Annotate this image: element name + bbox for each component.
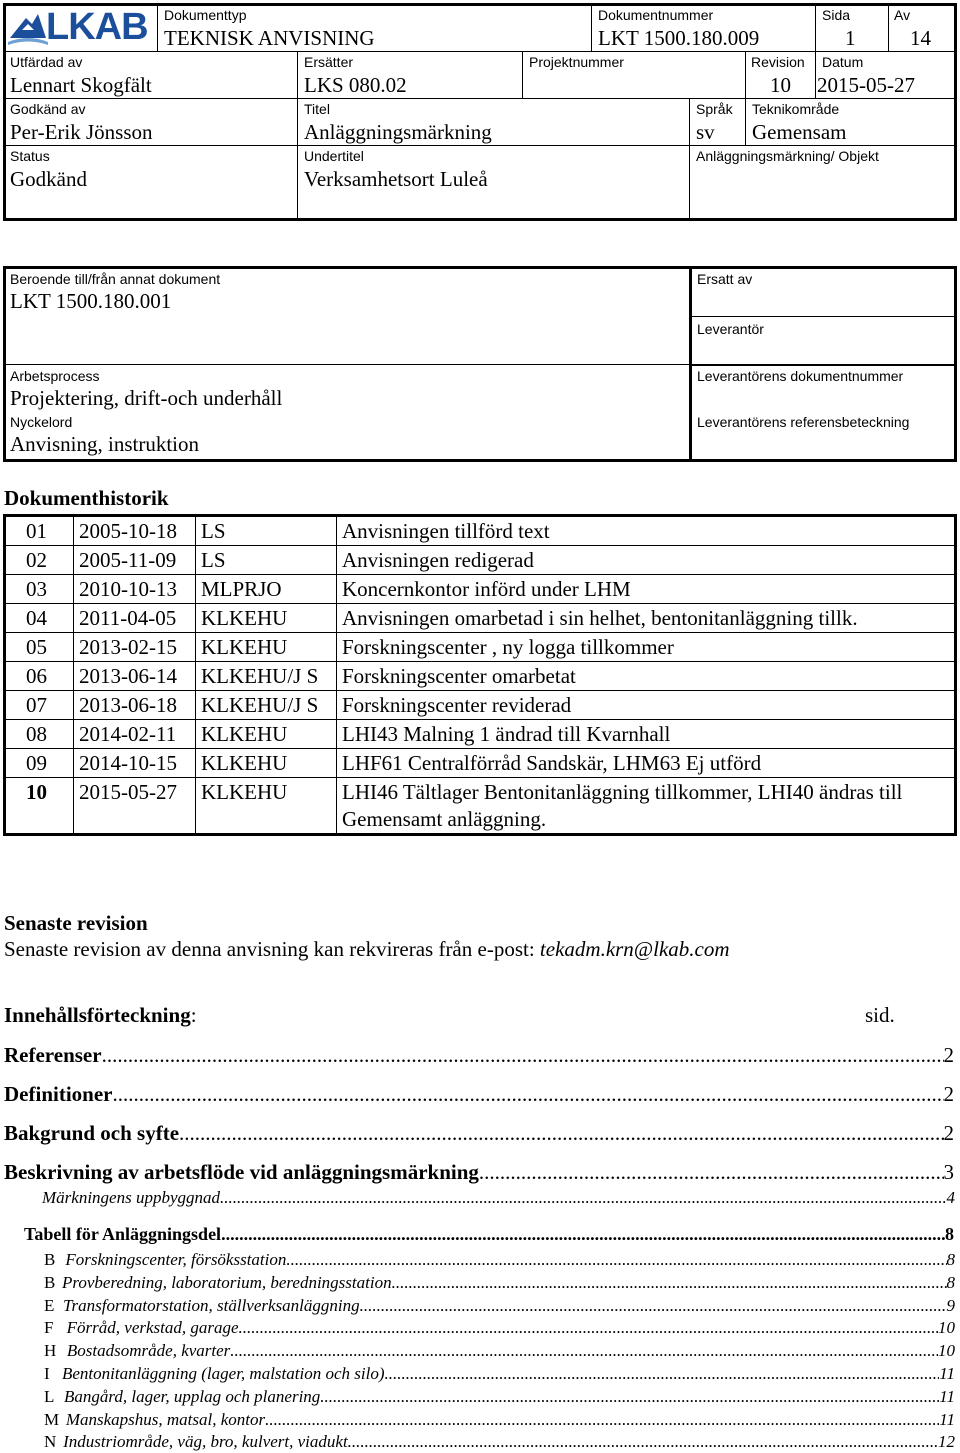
toc-subentry[interactable]	[44, 1341, 955, 1361]
toc-leader	[320, 1387, 939, 1407]
toc-subentry[interactable]	[44, 1410, 955, 1430]
toc-entry[interactable]	[4, 1121, 954, 1146]
supplier-ref-label: Leverantörens referensbeteckning	[697, 414, 910, 430]
toc-entry-page: 11	[939, 1364, 955, 1383]
history-rev: 03	[5, 575, 74, 604]
toc-leader	[479, 1160, 944, 1185]
toc-leader	[392, 1273, 947, 1293]
history-row	[5, 691, 956, 720]
replaces: LKS 080.02	[304, 73, 407, 97]
contact-email[interactable]: tekadm.krn@lkab.com	[539, 937, 730, 961]
history-row	[5, 749, 956, 778]
revision: 10	[770, 73, 791, 97]
toc-subentry-letter: B	[44, 1272, 56, 1292]
toc-entry-page: 11	[939, 1386, 955, 1406]
toc-entry[interactable]	[4, 1043, 954, 1068]
title-label: Titel	[304, 101, 330, 117]
language: sv	[696, 120, 715, 144]
latest-revision-text	[4, 937, 730, 962]
toc-entry-page: 4	[946, 1188, 955, 1207]
date: 2015-05-27	[817, 73, 915, 97]
toc-subentry-letter: B	[44, 1250, 56, 1269]
history-date: 2005-11-09	[74, 546, 196, 575]
toc-entry-title: Tabell för Anläggningsdel	[24, 1224, 222, 1244]
history-rev: 06	[5, 662, 74, 691]
toc-leader	[230, 1341, 938, 1361]
toc-subentry[interactable]	[44, 1387, 955, 1407]
toc-entry-tabell[interactable]	[24, 1224, 954, 1245]
history-date: 2013-02-15	[74, 633, 196, 662]
toc-subentry[interactable]	[44, 1364, 955, 1384]
history-heading: Dokumenthistorik	[4, 486, 169, 510]
history-date: 2010-10-13	[74, 575, 196, 604]
history-row	[5, 516, 956, 546]
issued-by: Lennart Skogfält	[10, 73, 152, 97]
toc-leader	[265, 1410, 939, 1430]
toc-entry-page: 2	[943, 1043, 954, 1067]
toc-subentry-letter: E	[44, 1295, 55, 1315]
toc-leader	[286, 1250, 946, 1270]
history-author: MLPRJO	[196, 575, 337, 604]
history-text: LHI43 Malning 1 ändrad till Kvarnhall	[337, 720, 956, 749]
revision-label: Revision	[751, 54, 805, 70]
toc-subentry-letter: N	[44, 1432, 57, 1452]
toc-entry-title: Forskningscenter, försöksstation	[65, 1250, 287, 1269]
date-label: Datum	[822, 54, 864, 70]
toc-leader	[112, 1082, 943, 1107]
history-rev: 04	[5, 604, 74, 633]
doc-number: LKT 1500.180.009	[598, 26, 760, 50]
history-author: KLKEHU	[196, 720, 337, 749]
toc-leader	[384, 1364, 939, 1384]
toc-subentry-letter: H	[44, 1341, 57, 1361]
toc-entry-page: 3	[943, 1160, 954, 1184]
toc-subentry[interactable]	[44, 1296, 955, 1316]
toc-subentry[interactable]	[44, 1432, 955, 1452]
replaces-label: Ersätter	[304, 54, 354, 70]
latest-revision-heading: Senaste revision	[4, 911, 148, 935]
status-label: Status	[10, 148, 50, 164]
history-author: LS	[196, 516, 337, 546]
status: Godkänd	[10, 167, 87, 191]
toc-entry-title: Transformatorstation, ställverksanläggning	[63, 1295, 360, 1315]
work-process-label: Arbetsprocess	[10, 368, 100, 384]
subtitle: Verksamhetsort Luleå	[304, 167, 488, 191]
doc-type-label: Dokumenttyp	[164, 7, 247, 23]
toc-entry-title: Märkningens uppbyggnad	[42, 1188, 221, 1207]
history-author: KLKEHU	[196, 604, 337, 633]
toc-entry-title: Provberedning, laboratorium, beredningsstation	[61, 1272, 392, 1292]
toc-leader	[360, 1296, 947, 1316]
toc-entry[interactable]	[4, 1082, 954, 1107]
history-date: 2014-10-15	[74, 749, 196, 778]
history-text: Anvisningen omarbetad i sin helhet, bentonitanläggning tillk.	[337, 604, 956, 633]
of-label: Av	[894, 7, 911, 23]
tech-area-label: Teknikområde	[752, 101, 840, 117]
toc-leader	[239, 1318, 938, 1338]
toc-subentry-letter: L	[44, 1386, 55, 1406]
toc-subentry-letter: I	[44, 1364, 50, 1383]
toc-leader	[179, 1121, 943, 1146]
toc-entry-page: 8	[946, 1250, 955, 1269]
history-date: 2005-10-18	[74, 516, 196, 546]
toc-entry-page: 8	[945, 1224, 954, 1244]
work-process: Projektering, drift-och underhåll	[10, 386, 283, 410]
history-rev: 05	[5, 633, 74, 662]
history-row	[5, 662, 956, 691]
toc-subentry-letter: M	[44, 1409, 60, 1429]
toc-entry-page: 10	[938, 1318, 955, 1338]
toc-entry-page: 2	[943, 1121, 954, 1145]
toc-leader	[220, 1188, 946, 1208]
history-text: LHF61 Centralförråd Sandskär, LHM63 Ej utförd	[337, 749, 956, 778]
history-author: KLKEHU	[196, 778, 337, 835]
history-author: KLKEHU	[196, 749, 337, 778]
page-label: Sida	[822, 7, 851, 23]
keyword: Anvisning, instruktion	[10, 432, 200, 456]
toc-entry-title: Manskapshus, matsal, kontor	[65, 1409, 266, 1429]
history-text: Koncernkontor införd under LHM	[337, 575, 956, 604]
history-rev: 01	[5, 516, 74, 546]
toc-entry-page: 12	[938, 1432, 955, 1452]
approved-by-label: Godkänd av	[10, 101, 86, 117]
history-rev: 02	[5, 546, 74, 575]
tech-area: Gemensam	[752, 120, 847, 144]
toc-entry-title: Bostadsområde, kvarter	[66, 1341, 231, 1361]
toc-entry-title: Beskrivning av arbetsflöde vid anläggningsmärkning	[4, 1160, 479, 1184]
doc-number-label: Dokumentnummer	[598, 7, 714, 23]
toc-entry-page: 8	[946, 1272, 955, 1292]
toc-entry-title: Definitioner	[4, 1082, 113, 1106]
toc-leader	[221, 1224, 945, 1245]
toc-heading-text: Innehållsförteckning	[4, 1003, 191, 1027]
history-date: 2011-04-05	[74, 604, 196, 633]
history-table	[3, 514, 957, 836]
history-row	[5, 604, 956, 633]
history-row	[5, 778, 956, 835]
history-text: LHI46 Tältlager Bentonitanläggning tillkommer, LHI40 ändras till Gemensamt anläggning.	[337, 778, 956, 835]
toc-subentry[interactable]	[44, 1250, 955, 1270]
history-author: KLKEHU	[196, 633, 337, 662]
supplier-doc-number-label: Leverantörens dokumentnummer	[697, 368, 904, 384]
history-text: Forskningscenter , ny logga tillkommer	[337, 633, 956, 662]
latest-revision-sentence: Senaste revision av denna anvisning kan rekvireras från e-post:	[4, 937, 540, 961]
history-text: Anvisningen redigerad	[337, 546, 956, 575]
toc-entry-title: Bangård, lager, upplag och planering	[64, 1386, 321, 1406]
replaced-by-label: Ersatt av	[697, 271, 753, 287]
supplier-label: Leverantör	[697, 321, 764, 337]
toc-leader	[102, 1043, 944, 1068]
history-rev: 10	[5, 778, 74, 835]
subtitle-label: Undertitel	[304, 148, 364, 164]
dependent-label: Beroende till/från annat dokument	[10, 271, 221, 287]
dependent-doc: LKT 1500.180.001	[10, 289, 172, 313]
toc-page-header: sid.	[865, 1003, 895, 1027]
toc-entry-title: Bentonitanläggning (lager, malstation och silo)	[61, 1364, 385, 1383]
page-count: 14	[910, 26, 931, 50]
logo-text: LKAB	[46, 6, 148, 48]
toc-entry[interactable]	[4, 1160, 954, 1185]
lkab-logo	[8, 8, 154, 48]
toc-subentry[interactable]	[44, 1273, 955, 1293]
history-row	[5, 720, 956, 749]
issued-by-label: Utfärdad av	[10, 54, 83, 70]
history-author: KLKEHU/J S	[196, 662, 337, 691]
toc-entry-title: Industriområde, väg, bro, kulvert, viadukt	[63, 1432, 348, 1452]
approved-by: Per-Erik Jönsson	[10, 120, 153, 144]
history-row	[5, 546, 956, 575]
history-date: 2015-05-27	[74, 778, 196, 835]
history-rev: 08	[5, 720, 74, 749]
toc-entry-title: Förråd, verkstad, garage	[66, 1318, 239, 1338]
language-label: Språk	[696, 101, 733, 117]
history-text: Forskningscenter omarbetat	[337, 662, 956, 691]
history-date: 2014-02-11	[74, 720, 196, 749]
toc-entry-markning[interactable]	[42, 1188, 955, 1208]
history-rev: 09	[5, 749, 74, 778]
history-date: 2013-06-14	[74, 662, 196, 691]
history-text: Forskningscenter reviderad	[337, 691, 956, 720]
history-author: KLKEHU/J S	[196, 691, 337, 720]
page-number: 1	[845, 26, 856, 50]
toc-heading-colon: :	[190, 1003, 197, 1027]
toc-entry-page: 10	[938, 1341, 955, 1361]
keyword-label: Nyckelord	[10, 414, 73, 430]
project-number-label: Projektnummer	[529, 54, 624, 70]
toc-entry-page: 11	[939, 1409, 955, 1429]
history-date: 2013-06-18	[74, 691, 196, 720]
toc-entry-page: 9	[946, 1295, 955, 1315]
history-row	[5, 633, 956, 662]
history-text: Anvisningen tillförd text	[337, 516, 956, 546]
object-label: Anläggningsmärkning/ Objekt	[696, 148, 879, 164]
history-rev: 07	[5, 691, 74, 720]
toc-heading	[4, 1003, 197, 1028]
history-author: LS	[196, 546, 337, 575]
history-row	[5, 575, 956, 604]
toc-leader	[348, 1432, 938, 1452]
title: Anläggningsmärkning	[304, 120, 492, 144]
toc-entry-title: Bakgrund och syfte	[4, 1121, 180, 1145]
toc-entry-page: 2	[943, 1082, 954, 1106]
toc-subentry[interactable]	[44, 1318, 955, 1338]
toc-subentry-letter: F	[44, 1318, 54, 1338]
toc-entry-title: Referenser	[4, 1043, 102, 1067]
doc-type: TEKNISK ANVISNING	[164, 26, 375, 50]
